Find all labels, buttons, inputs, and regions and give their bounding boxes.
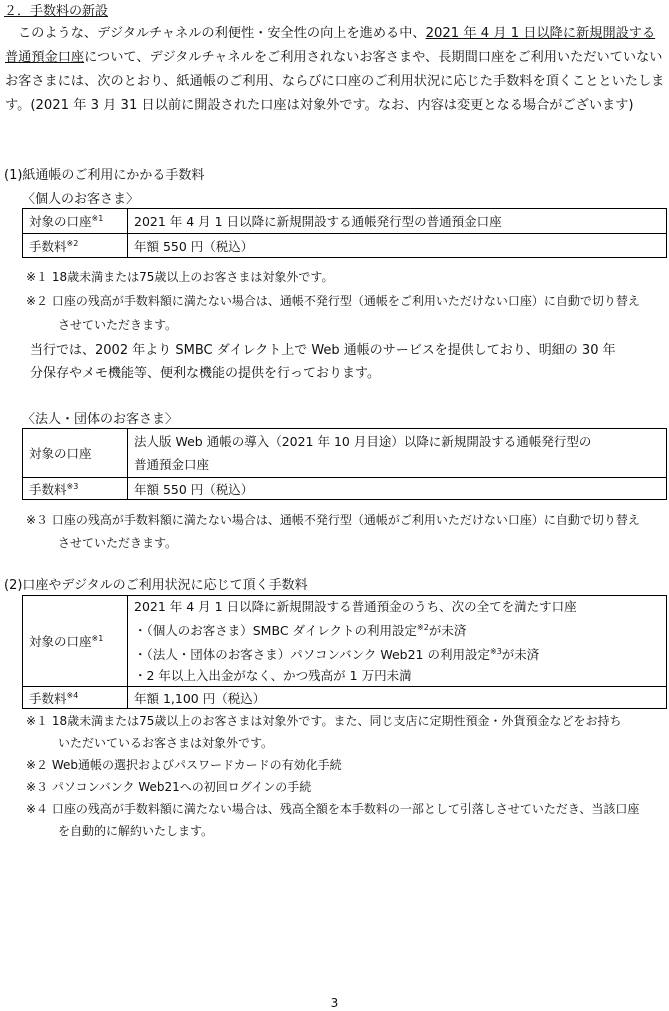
corporate-target-value-line1: 法人版 Web 通帳の導入（2021 年 10 月目途）以降に新規開設する通帳発行型の [134, 434, 592, 449]
usage-target-value-cell [128, 596, 667, 687]
corporate-note-3-line1: ※３ 口座の残高が手数料額に満たない場合は、通帳不発行型（通帳がご利用いただけない口座）に自動で切り替え [26, 513, 640, 527]
individual-fee-label-cell: 手数料$^{※2}$ [23, 234, 128, 258]
corporate-fee-value: 年額 550 円（税込） [128, 478, 667, 500]
individual-heading: 〈個人のお客さま〉 [22, 192, 140, 207]
individual-body-line2: 分保存やメモ機能等、便利な機能の提供を行っております。 [30, 366, 380, 381]
individual-target-label-cell: 対象の口座$^{※1}$ [23, 209, 128, 234]
individual-fee-value: 年額 550 円（税込） [128, 234, 667, 258]
corporate-note-3-line2: させていただきます。 [58, 536, 178, 550]
usage-target-line3: ・（法人・団体のお客さま）パソコンバンク Web21 の利用設定$^{※3}$が未済 [134, 647, 540, 662]
individual-note-2-line2: させていただきます。 [58, 318, 178, 332]
usage-table [22, 595, 667, 709]
usage-target-line1: 2021 年 4 月 1 日以降に新規開設する普通預金のうち、次の全てを満たす口座 [134, 599, 577, 614]
usage-note-3: ※３ パソコンバンク Web21への初回ログインの手続 [26, 780, 312, 794]
individual-note-1: ※１ 18歳未満または75歳以上のお客さまは対象外です。 [26, 270, 334, 284]
individual-note-2-line1: ※２ 口座の残高が手数料額に満たない場合は、通帳不発行型（通帳をご利用いただけない口座）に自動で切り替え [26, 294, 640, 308]
corporate-table [22, 428, 667, 500]
individual-body-line1: 当行では、2002 年より SMBC ダイレクト上で Web 通帳のサービスを提供しており、明細の 30 年 [30, 343, 616, 358]
corporate-heading: 〈法人・団体のお客さま〉 [22, 412, 179, 427]
corporate-target-label: 対象の口座 [23, 429, 128, 478]
sub1-title: (1)紙通帳のご利用にかかる手数料 [4, 168, 205, 183]
usage-target-line2: ・（個人のお客さま）SMBC ダイレクトの利用設定$^{※2}$が未済 [134, 623, 467, 638]
sub2-title: (2)口座やデジタルのご利用状況に応じて頂く手数料 [4, 578, 308, 593]
corporate-target-value-line2: 普通預金口座 [134, 457, 210, 472]
usage-note-1-line1: ※１ 18歳未満または75歳以上のお客さまは対象外です。また、同じ支店に定期性預金・外貨預金などをお持ち [26, 714, 622, 728]
usage-fee-value: 年額 1,100 円（税込） [128, 687, 667, 709]
usage-target-label-cell: 対象の口座$^{※1}$ [23, 596, 128, 687]
usage-note-2: ※２ Web通帳の選択およびパスワードカードの有効化手続 [26, 758, 342, 772]
corporate-fee-label-cell: 手数料$^{※3}$ [23, 478, 128, 500]
usage-fee-label-cell: 手数料$^{※4}$ [23, 687, 128, 709]
page-number: 3 [330, 996, 339, 1010]
individual-target-value: 2021 年 4 月 1 日以降に新規開設する通帳発行型の普通預金口座 [128, 209, 667, 234]
usage-note-1-line2: いただいているお客さまは対象外です。 [58, 736, 274, 750]
usage-note-4-line1: ※４ 口座の残高が手数料額に満たない場合は、残高全額を本手数料の一部として引落しさせていただき、当該口座 [26, 802, 640, 816]
individual-table [22, 208, 667, 258]
corporate-target-value-cell [128, 429, 667, 478]
usage-target-line4: ・2 年以上入出金がなく、かつ残高が 1 万円未満 [134, 668, 412, 683]
section-title: ２．手数料の新設 [4, 4, 109, 19]
usage-note-4-line2: を自動的に解約いたします。 [58, 824, 214, 838]
intro-paragraph: このような、デジタルチャネルの利便性・安全性の向上を進める中、2021 年 4 月 1 日以降に新規開設する普通預金口座について、デジタルチャネルをご利用されないお客さまや、長期間口座をご利用いただいていないお客さまには、次のとおり、紙通帳のご利用、ならびに口座のご利用状況に応じた手数料を頂くことといたします。(2021 年 3 月 31 日以前に開設された口座は対象外です。なお、内容は変更となる場合がございます) [5, 26, 665, 113]
